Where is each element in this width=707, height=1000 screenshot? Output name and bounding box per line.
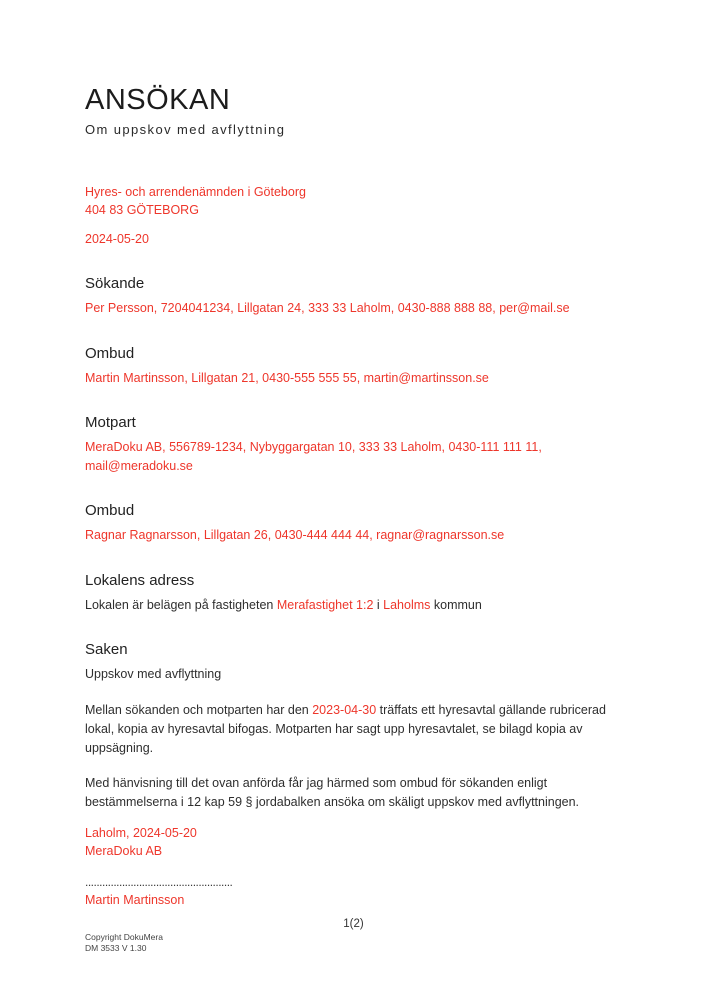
recipient-line-1: Hyres- och arrendenämnden i Göteborg [85,185,306,200]
section-lokalens-adress [85,572,621,615]
recipient-line-2: 404 83 GÖTEBORG [85,203,199,218]
motpart-details: MeraDoku AB, 556789-1234, Nybyggargatan 10, 333 33 Laholm, 0430-111 111 11, mail@meradoku.se [85,440,542,473]
lokal-text-before: Lokalen är belägen på fastigheten [85,597,277,612]
ombud-2-details: Ragnar Ragnarsson, Lillgatan 26, 0430-444 444 44, ragnar@ragnarsson.se [85,528,505,543]
section-heading-ombud-2: Ombud [85,502,135,520]
lokal-municipality: Laholms [383,597,431,612]
signature-block [85,824,621,910]
paragraph-1-after: träffats ett hyresavtal gällande rubricerad lokal, kopia av hyresavtal bifogas. Motparten har sagt upp hyresavtalet, se bilagd kopia av uppsägning. [85,702,606,755]
section-motpart [85,414,621,475]
copyright-footer [85,932,163,953]
lokalens-adress-text [85,596,621,615]
document-date: 2024-05-20 [85,232,149,247]
page-number: 1(2) [343,918,364,930]
section-ombud-2 [85,502,621,545]
section-sokande [85,275,621,318]
ombud-1-details: Martin Martinsson, Lillgatan 21, 0430-555 555 55, martin@martinsson.se [85,370,489,385]
body-paragraph-1 [85,701,621,757]
signature-company: MeraDoku AB [85,844,163,859]
signature-name: Martin Martinsson [85,892,185,907]
lokal-text-middle: i [373,597,384,612]
section-heading-ombud-1: Ombud [85,344,135,362]
lokal-property-designation: Merafastighet 1:2 [276,597,374,612]
copyright-line: Copyright DokuMera [85,932,163,942]
section-saken [85,641,621,684]
lokal-text-after: kommun [430,597,482,612]
document-version: DM 3533 V 1.30 [85,942,147,953]
signature-place-date: Laholm, 2024-05-20 [85,825,197,840]
recipient-address [85,183,621,219]
paragraph-1-before: Mellan sökanden och motparten har den [85,702,313,717]
body-paragraph-2: Med hänvisning till det ovan anförda får jag härmed som ombud för sökanden enligt bestämmelserna i 12 kap 59 § jordabalken ansöka om skäligt uppskov med avflyttningen. [85,776,580,810]
signature-line: .................................................... [85,874,233,889]
section-heading-motpart: Motpart [85,414,136,432]
agreement-date: 2023-04-30 [312,702,377,717]
document-title: ANSÖKAN [85,84,231,116]
sokande-details: Per Persson, 7204041234, Lillgatan 24, 333 33 Laholm, 0430-888 888 88, per@mail.se [85,301,570,316]
document-subtitle: Om uppskov med avflyttning [85,122,286,138]
section-heading-sokande: Sökande [85,275,145,293]
saken-text: Uppskov med avflyttning [85,667,222,682]
section-heading-saken: Saken [85,641,128,659]
section-ombud-1 [85,345,621,388]
section-heading-lokalens-adress: Lokalens adress [85,571,195,589]
